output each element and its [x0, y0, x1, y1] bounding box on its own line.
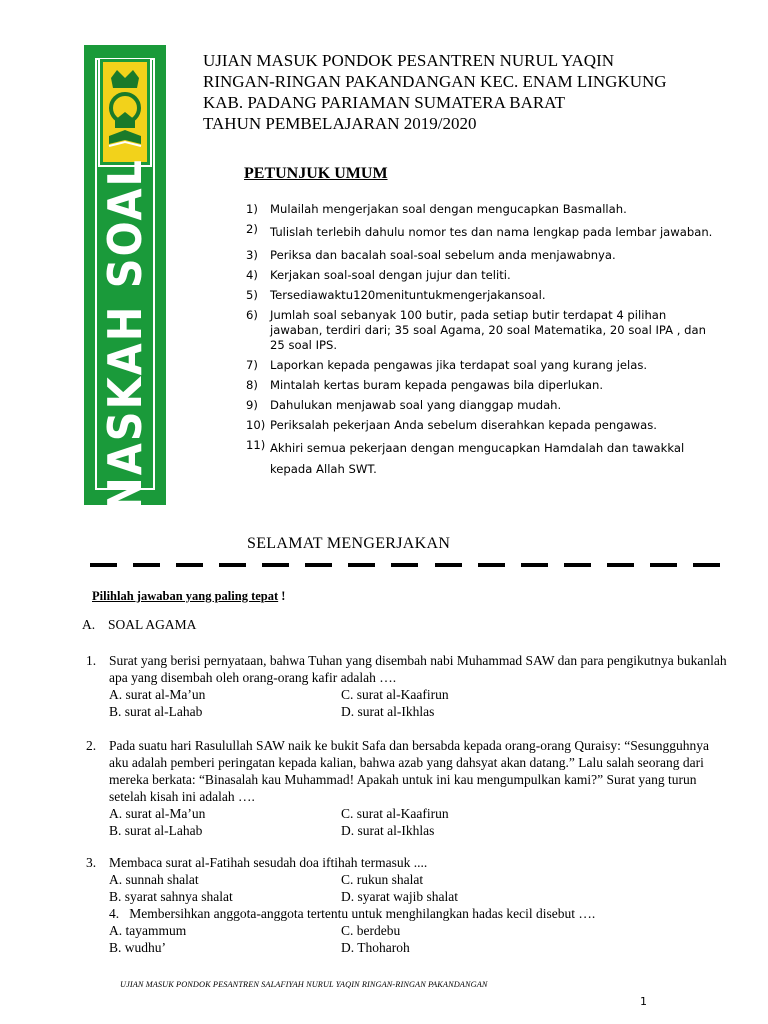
- question-4: [86, 905, 641, 956]
- option[interactable]: A. surat al-Ma’un: [109, 687, 206, 702]
- sidebar-title: [75, 158, 175, 512]
- option[interactable]: C. surat al-Kaafirun: [341, 687, 449, 702]
- question-text: Membersihkan anggota-anggota tertentu untuk menghilangkan hadas kecil disebut ….: [129, 906, 596, 921]
- question-number: 3.: [86, 855, 97, 870]
- naskah-soal-label: NASKAH SOAL: [98, 158, 152, 512]
- header-line: UJIAN MASUK PONDOK PESANTREN NURUL YAQIN: [203, 51, 615, 70]
- question-text: Pada suatu hari Rasulullah SAW naik ke bukit Safa dan bersabda kepada orang-orang Quraisy: “Sesungguhnya aku adalah pemberi peringatan kepada kalian, bahwa azab yang dahsyat akan datang.” Lalu salah seorang dari mereka berkata: “Binasalah kau Muhammad! Apakah untuk ini kau mengumpulkan kami?” Surat yang turun setelah kisah ini adalah ….: [109, 738, 710, 804]
- option[interactable]: D. syarat wajib shalat: [341, 889, 458, 904]
- closing-greeting: SELAMAT MENGERJAKAN: [247, 535, 451, 552]
- page-footer: UJIAN MASUK PONDOK PESANTREN SALAFIYAH NURUL YAQIN RINGAN-RINGAN PAKANDANGAN: [120, 980, 488, 989]
- question-text: Membaca surat al-Fatihah sesudah doa iftihah termasuk ....: [109, 855, 428, 870]
- list-item: 2) Tulislah terlebih dahulu nomor tes dan nama lengkap pada lembar jawaban.: [246, 222, 713, 239]
- list-item: 9) Dahulukan menjawab soal yang dianggap mudah.: [246, 398, 562, 412]
- list-item: 4) Kerjakan soal-soal dengan jujur dan teliti.: [246, 268, 511, 282]
- option[interactable]: C. surat al-Kaafirun: [341, 806, 449, 821]
- question-number: 2.: [86, 738, 97, 753]
- header-line: RINGAN-RINGAN PAKANDANGAN KEC. ENAM LINGKUNG: [203, 72, 667, 91]
- option[interactable]: A. tayammum: [109, 923, 187, 938]
- list-item: 3) Periksa dan bacalah soal-soal sebelum anda menjawabnya.: [246, 248, 616, 262]
- section-heading: [82, 617, 196, 633]
- question-1: [86, 652, 729, 720]
- option[interactable]: D. surat al-Ikhlas: [341, 823, 435, 838]
- section-label: A.: [82, 617, 96, 632]
- question-number: 4.: [109, 906, 120, 921]
- school-logo-icon: [97, 58, 153, 168]
- list-item: 6) Jumlah soal sebanyak 100 butir, pada setiap butir terdapat 4 pilihan jawaban, terdiri dari; 35 soal Agama, 20 soal Matematika, 20 soal IPA , dan 25 soal IPS.: [246, 308, 706, 352]
- page-number: 1: [640, 995, 647, 1008]
- option[interactable]: D. Thoharoh: [341, 940, 410, 955]
- option[interactable]: A. sunnah shalat: [109, 872, 199, 887]
- exam-header: [203, 50, 667, 134]
- option[interactable]: C. berdebu: [341, 923, 401, 938]
- option[interactable]: B. surat al-Lahab: [109, 823, 203, 838]
- question-3: [86, 854, 729, 905]
- option[interactable]: B. wudhu’: [109, 940, 166, 955]
- answer-options: [109, 871, 729, 905]
- question-2: [86, 737, 729, 839]
- answer-options: [109, 686, 729, 720]
- instructions-list: [246, 202, 716, 485]
- list-item: 8) Mintalah kertas buram kepada pengawas bila diperlukan.: [246, 378, 604, 392]
- dashed-divider: [90, 563, 720, 571]
- instructions-title: PETUNJUK UMUM: [244, 165, 388, 182]
- list-item: 5) Tersediawaktu120menituntukmengerjakansoal.: [246, 288, 546, 302]
- list-item: 11) Akhiri semua pekerjaan dengan mengucapkan Hamdalah dan tawakkal kepada Allah SWT.: [246, 438, 685, 476]
- section-title: SOAL AGAMA: [108, 617, 197, 632]
- instruction-suffix: !: [278, 589, 286, 603]
- answer-options: [109, 805, 729, 839]
- option[interactable]: A. surat al-Ma’un: [109, 806, 206, 821]
- list-item: 7) Laporkan kepada pengawas jika terdapat soal yang kurang jelas.: [246, 358, 648, 372]
- list-item: 10) Periksalah pekerjaan Anda sebelum diserahkan kepada pengawas.: [246, 418, 657, 432]
- option[interactable]: B. surat al-Lahab: [109, 704, 203, 719]
- header-line: TAHUN PEMBELAJARAN 2019/2020: [203, 114, 477, 133]
- question-number: 1.: [86, 653, 97, 668]
- question-line: [109, 905, 641, 922]
- option[interactable]: D. surat al-Ikhlas: [341, 704, 435, 719]
- option[interactable]: B. syarat sahnya shalat: [109, 889, 233, 904]
- option[interactable]: C. rukun shalat: [341, 872, 424, 887]
- list-item: 1) Mulailah mengerjakan soal dengan mengucapkan Basmallah.: [246, 202, 627, 216]
- header-line: KAB. PADANG PARIAMAN SUMATERA BARAT: [203, 93, 565, 112]
- question-text: Surat yang berisi pernyataan, bahwa Tuhan yang disembah nabi Muhammad SAW dan para pengikutnya bukanlah apa yang disembah oleh orang-orang kafir adalah ….: [109, 653, 727, 685]
- instruction-text: Pilihlah jawaban yang paling tepat: [92, 589, 279, 603]
- answer-instruction: [92, 589, 285, 604]
- answer-options: [109, 922, 641, 956]
